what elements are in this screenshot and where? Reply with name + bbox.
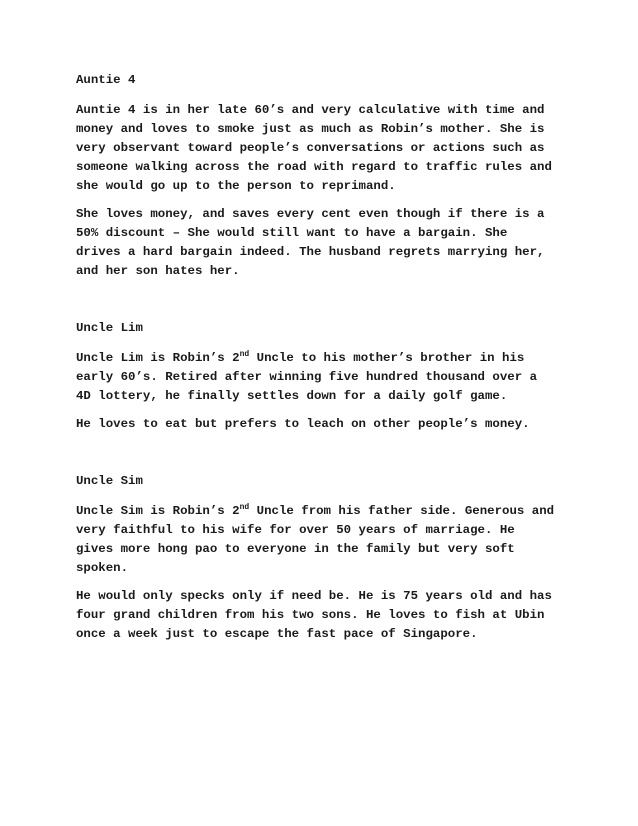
text-line: drives a hard bargain indeed. The husband regrets marrying her, [76,245,545,259]
text-line: and her son hates her. [76,264,240,278]
section-heading: Uncle Sim [76,474,143,488]
text-line: someone walking across the road with regard to traffic rules and [76,160,552,174]
text-line: He loves to eat but prefers to leach on other people’s money. [76,417,530,431]
text-line: He would only specks only if need be. He is 75 years old and has [76,589,552,603]
text-line: four grand children from his two sons. He loves to fish at Ubin [76,608,545,622]
text-line: 4D lottery, he finally settles down for a daily golf game. [76,389,508,403]
section-heading: Uncle Lim [76,321,143,335]
section-auntie-4 [76,71,568,281]
text-line: very faithful to his wife for over 50 years of marriage. He [76,523,515,537]
paragraph [76,349,568,406]
text-line [76,349,568,368]
document-body [76,71,568,653]
text-line: she would go up to the person to reprimand. [76,179,396,193]
ordinal-superscript: nd [239,350,250,359]
text-line: once a week just to escape the fast pace of Singapore. [76,627,478,641]
section-heading: Auntie 4 [76,73,136,87]
text-fragment: Uncle Lim is Robin’s 2 [76,351,240,365]
text-fragment: Uncle from his father side. Generous and [249,504,555,518]
text-line: Auntie 4 is in her late 60’s and very calculative with time and [76,103,545,117]
text-line: very observant toward people’s conversations or actions such as [76,141,545,155]
text-fragment: Uncle to his mother’s brother in his [249,351,525,365]
paragraph [76,205,568,281]
text-line: She loves money, and saves every cent even though if there is a [76,207,545,221]
section-uncle-lim [76,319,568,434]
text-fragment: Uncle Sim is Robin’s 2 [76,504,240,518]
text-line [76,502,568,521]
paragraph [76,101,568,196]
paragraph [76,502,568,578]
paragraph [76,415,568,434]
text-line: spoken. [76,561,129,575]
text-line: 50% discount – She would still want to have a bargain. She [76,226,508,240]
paragraph [76,587,568,644]
text-line: money and loves to smoke just as much as Robin’s mother. She is [76,122,545,136]
text-line: early 60’s. Retired after winning five hundred thousand over a [76,370,538,384]
ordinal-superscript: nd [239,503,250,512]
section-uncle-sim [76,472,568,644]
text-line: gives more hong pao to everyone in the family but very soft [76,542,515,556]
